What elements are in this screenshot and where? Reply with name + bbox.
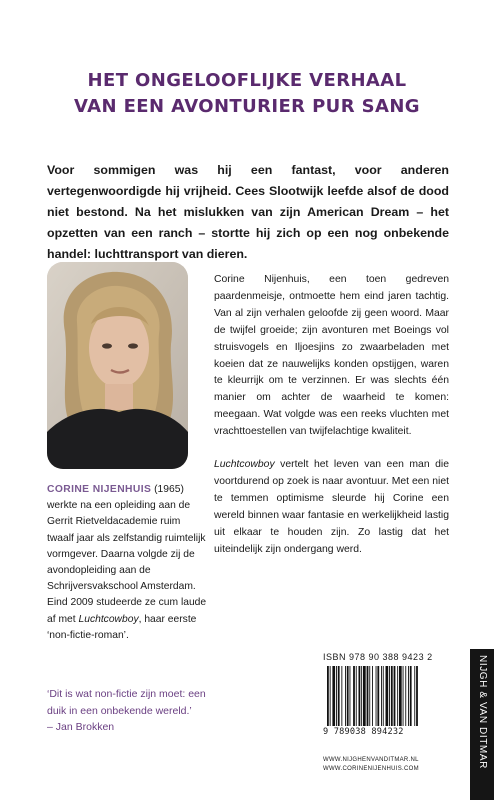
body-column <box>214 272 449 575</box>
isbn-barcode <box>323 651 453 741</box>
barcode-bar <box>389 666 390 726</box>
publisher-spine <box>470 649 494 800</box>
barcode-bar <box>372 666 373 726</box>
barcode-bar <box>332 666 335 726</box>
website-publisher: WWW.NIJGHENVANDITMAR.NL <box>323 757 419 763</box>
barcode-bar <box>394 666 396 726</box>
barcode-bar <box>330 666 331 726</box>
author-bio-text-end: , haar eerste ‘non-fictie-roman’. <box>47 613 197 641</box>
body-book-title: Luchtcowboy <box>214 459 275 471</box>
review-quote <box>47 686 222 736</box>
barcode-bar <box>347 666 349 726</box>
barcode-bar <box>386 666 389 726</box>
barcode-bar <box>338 666 340 726</box>
barcode-bar <box>345 666 346 726</box>
barcode-bar <box>377 666 379 726</box>
barcode-bar <box>383 666 384 726</box>
barcode-bar <box>391 666 393 726</box>
barcode-bar <box>414 666 415 726</box>
barcode-bar <box>359 666 361 726</box>
barcode-bar <box>350 666 351 726</box>
websites <box>323 756 463 774</box>
barcode-bar <box>363 666 366 726</box>
barcode-bars <box>323 666 453 726</box>
headline <box>0 68 494 120</box>
barcode-bar <box>361 666 362 726</box>
headline-line-2: VAN EEN AVONTURIER PUR SANG <box>74 96 420 117</box>
body-paragraph-2 <box>214 457 449 558</box>
barcode-bar <box>341 666 342 726</box>
barcode-bar <box>408 666 409 726</box>
barcode-bar <box>399 666 402 726</box>
barcode-bar <box>336 666 337 726</box>
body-paragraph-2-text: vertelt het leven van een man die voortdurend op zoek is naar avontuur. Met een niet te temmen optimisme sleurde hij Corine een wereld binnen waar fantasie en werkelijkheid lastig uit elkaar te houden zijn. Zo lastig dat het uiteindelijk zijn ondergang werd. <box>214 459 449 555</box>
barcode-bar <box>397 666 398 726</box>
author-birth-year: (1965) <box>151 484 184 495</box>
barcode-bar <box>405 666 406 726</box>
quote-attribution: – Jan Brokken <box>47 721 115 733</box>
website-author: WWW.CORINENIJENHUIS.COM <box>323 766 419 772</box>
barcode-bar <box>356 666 357 726</box>
isbn-label: ISBN 978 90 388 9423 2 <box>323 652 433 662</box>
barcode-bar <box>403 666 404 726</box>
barcode-bar <box>327 666 329 726</box>
barcode-bar <box>353 666 355 726</box>
publisher-logo-text: NIJGH & VAN DITMAR <box>477 655 488 769</box>
barcode-bar <box>376 666 377 726</box>
body-paragraph-1: Corine Nijenhuis, een toen gedreven paardenmeisje, ontmoette hem eind jaren tachtig. Van al zijn verhalen geloofde zij geen woord. Maar de twijfel groeide; zijn avonturen met Boeings vol struisvogels en Iljoesjins zo zwaarbeladen met koeien dat ze nauwelijks konden opstijgen, waren te kleurrijk om te verzinnen. Er was slechts één manier om achter de waarheid te komen: meegaan. Wat volgde was een reeks vluchten met vrachttoestellen van twijfelachtige kwaliteit. <box>214 274 449 438</box>
barcode-bar <box>369 666 370 726</box>
author-bio-book-title: Luchtcowboy <box>78 613 139 625</box>
quote-text: ‘Dit is wat non-fictie zijn moet: een duik in een onbekende wereld.’ <box>47 688 206 717</box>
author-bio-text: werkte na een opleiding aan de Gerrit Rietveldacademie ruim twaalf jaar als zelfstandig ruimtelijk vormgever. Daarna volgde zij de avondopleiding aan de Schrijversvakschool Amsterdam. Eind 2009 studeerde ze cum laude af met <box>47 500 207 625</box>
headline-line-1: HET ONGELOOFLIJKE VERHAAL <box>87 70 407 91</box>
author-photo <box>47 262 188 469</box>
author-name: CORINE NIJENHUIS <box>47 484 152 495</box>
barcode-digits: 9 789038 894232 <box>323 727 404 737</box>
author-bio <box>47 482 209 644</box>
barcode-bar <box>410 666 412 726</box>
barcode-bar <box>381 666 382 726</box>
barcode-bar <box>416 666 418 726</box>
intro-paragraph: Voor sommigen was hij een fantast, voor anderen vertegenwoordigde hij vrijheid. Cees Slootwijk leefde alsof de dood niet bestond. Na het mislukken van zijn American Dream – het opzetten van een ranch – stortte hij zich op een nog onbekende handel: luchttransport van dieren. <box>47 163 449 261</box>
barcode-bar <box>367 666 369 726</box>
